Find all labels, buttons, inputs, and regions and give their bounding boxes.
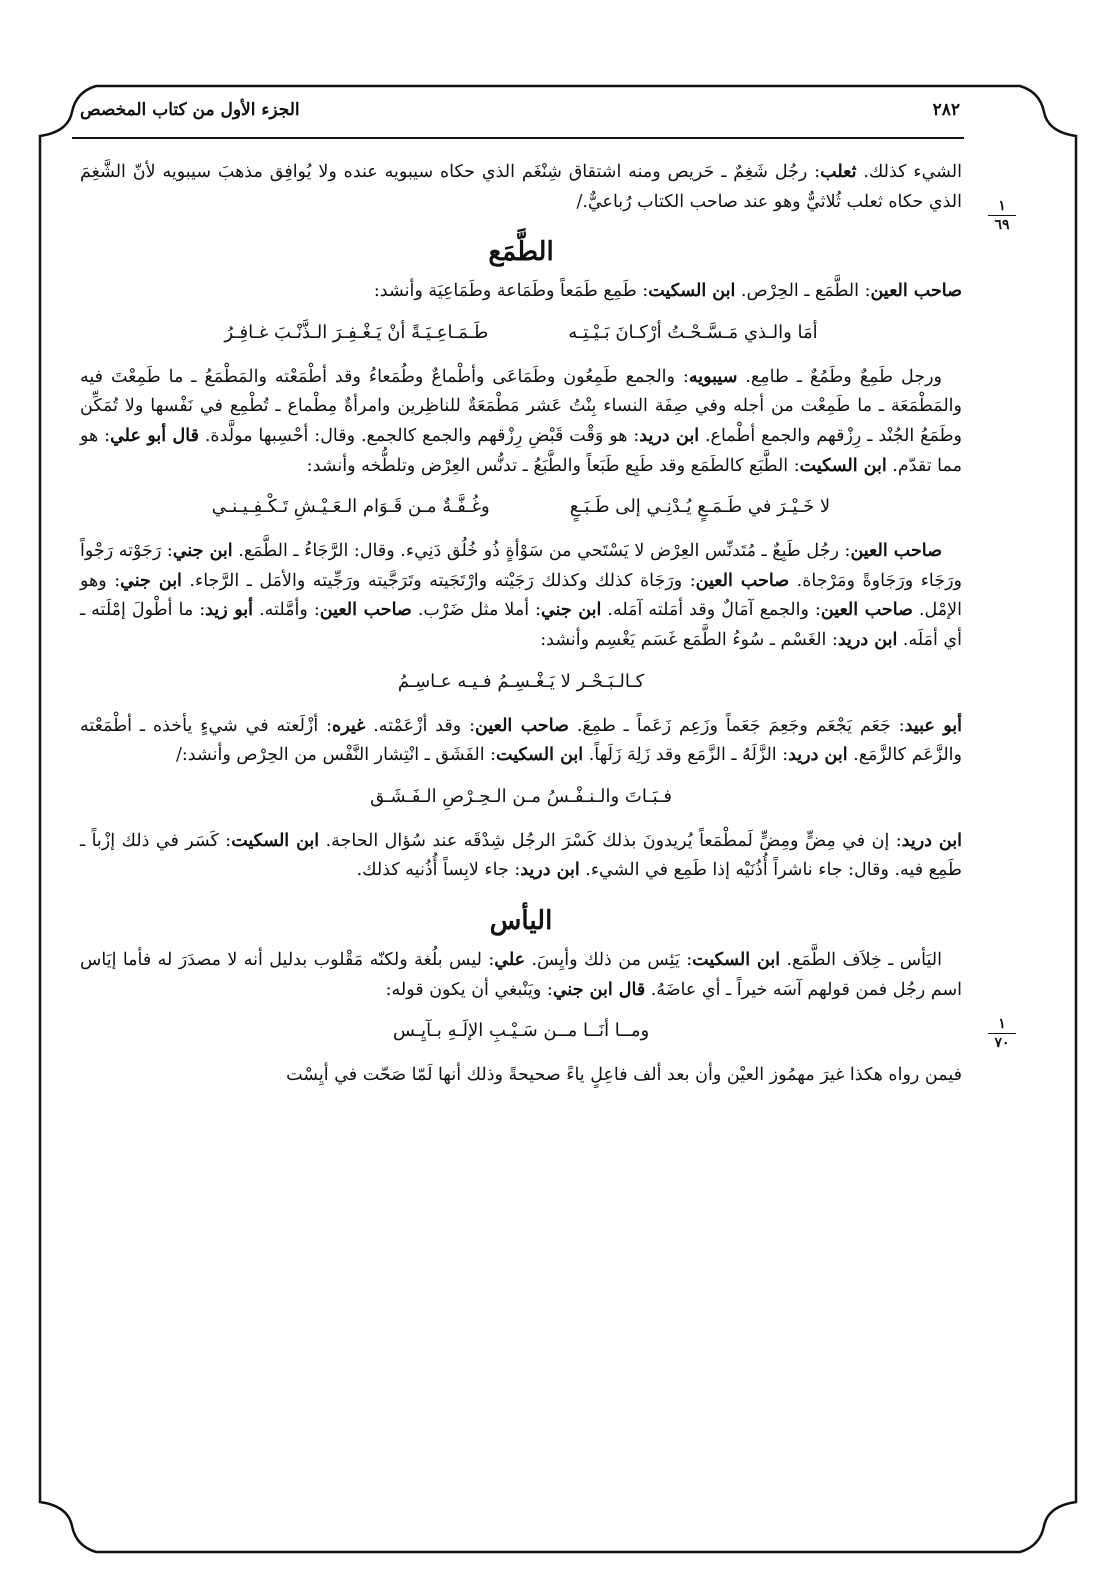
text-run: : الغَسْم ـ سُوءُ الطَّمَع غَسَم يَغْسِم وأنشد: bbox=[540, 629, 838, 650]
authority-name: قال أبو علي bbox=[110, 425, 199, 446]
book-title: الجزء الأول من كتاب المخصص bbox=[80, 100, 300, 120]
verse-line: ومــا أنَــا مــن سَـيْـبِ الإلَـهِ بـآيِـس bbox=[392, 1020, 650, 1042]
authority-name: علي bbox=[494, 949, 526, 970]
text-run: : رَجَوْته رَجْواً ورَجَاء ورَجَاوةً ومَرْجاة. bbox=[80, 541, 962, 591]
poetry-verse bbox=[80, 781, 962, 813]
verse-first-hemistich: لا خَـيْـرَ في طَـمَـعٍ يُـدْنِـي إلى طَـبَـعٍ bbox=[569, 496, 831, 518]
text-run: : الطَّبَع كالطَمَع وقد طَبِع طَبَعاً والطَّبَعُ ـ تدنُّس العِرْض وتلطُّخه وأنشد: bbox=[306, 455, 800, 476]
text-run: : إن في مِضٍّ ومِضٍّ لَمطْمَعاً يُريدونَ بذلك كَسْرَ الرجُل شِدْقَه عند سُؤال الحاجة. bbox=[319, 830, 902, 851]
authority-name: صاحب العين bbox=[870, 281, 962, 302]
poetry-verse bbox=[80, 317, 962, 349]
section-heading: اليأس bbox=[489, 905, 553, 936]
text-run: : أملا مثل ضَرْب. bbox=[411, 600, 542, 621]
authority-name: أبو عبيد bbox=[904, 715, 963, 736]
text-run: : وقد أزْعَمْته. bbox=[365, 715, 476, 736]
text-run: : جَعَم يَجْعَم وجَعِمَ جَعَماً وزَعِم زَعَماً ـ طمِعَ. bbox=[568, 715, 905, 736]
authority-name: ابن السكيت bbox=[692, 949, 781, 970]
page-body bbox=[80, 158, 962, 1097]
folio-bottom: ٧٠ bbox=[994, 1035, 1010, 1051]
text-run: الشيء كذلك. bbox=[856, 162, 962, 182]
authority-name: ابن دريد bbox=[788, 745, 848, 766]
text-run: : وأمَّلته. bbox=[253, 600, 320, 621]
paragraph bbox=[80, 537, 962, 655]
paragraph bbox=[80, 1061, 962, 1091]
authority-name: صاحب العين bbox=[319, 600, 412, 621]
paragraph bbox=[80, 363, 962, 481]
verse-second-hemistich: طَـمَـاعِـيَـةً أنْ يَـغْـفِـرَ الـذَّنْـبَ غـافِـرُ bbox=[224, 321, 489, 343]
section-heading: الطَّمَع bbox=[488, 237, 554, 268]
text-run: : والجمع طَمِعُون وطَمَاعَى وأطْماعٌ وطُمَعاءُ وقد أطْمَعْته والمَطْمَعُ ـ ما طَمِعْتَ فيه والمَطْمَعَة ـ ما طَمِعْت من أجله وفي صِفَة النساء بِنْتُ عَشر مَطْمَعَةٌ للناظِرين وامرأةٌ مِطْماع ـ تُطْمِع في نَفْسها ولا تُمَكِّن وطَمَعُ الجُنْد ـ رِزْقهم والجمع أطْماع. bbox=[80, 366, 962, 446]
verse-line: كـالـبَـحْـر لا يَـغْـسِـمُ فـيـه عـاسِـمُ bbox=[397, 670, 645, 692]
text-run: ورجل طَمِعٌ وطَمُعٌ ـ طامِع. bbox=[737, 366, 942, 387]
text-run: : أزْلَعته في شيءٍ يأخذه ـ أطْمَعْته والزَّعَم كالزَّمَع. bbox=[80, 715, 962, 766]
poetry-verse bbox=[80, 666, 962, 698]
folio-bottom: ٦٩ bbox=[994, 217, 1010, 233]
authority-name: ابن دريد bbox=[520, 860, 580, 881]
authority-name: ابن السكيت bbox=[496, 745, 584, 766]
poetry-verse bbox=[80, 491, 962, 523]
text-run: : وهو الإمْل. bbox=[80, 570, 962, 621]
folio-divider bbox=[988, 215, 1016, 216]
authority-name: ابن دريد bbox=[837, 629, 898, 650]
authority-name: صاحب العين bbox=[695, 570, 790, 591]
margin-folio-note bbox=[982, 198, 1022, 233]
header-rule bbox=[72, 137, 964, 139]
text-run: : ويَنْبغي أن يكون قوله: bbox=[385, 979, 553, 1000]
text-run: : رجُل طَبِعٌ ـ مُتَدنِّس العِرْض لا يَسْتَحي من سَوْأةٍ ذُو خُلُق دَنِيء. وقال: الرَّجَاءُ ـ الطَّمَع. bbox=[232, 541, 851, 562]
authority-name: غيره bbox=[332, 715, 366, 736]
text-run: : طَمِع طَمَعاً وطَمَاعة وطَمَاعِيَة وأنشد: bbox=[373, 281, 649, 302]
folio-top: ١ bbox=[998, 1016, 1006, 1032]
text-run: اليَأس ـ خِلاَف الطَّمَع. bbox=[780, 949, 942, 970]
text-run: : هو وَقْت قَبْضِ رِزْقهم والجمع كالجمع. وقال: أحْسِبها مولَّدة. bbox=[198, 425, 640, 446]
text-run: فيمن رواه هكذا غيرَ مهمُوز العيْن وأن بعد ألف فاعِلٍ ياءً صحيحةً وذلك أنها لَمّا صَحّت في أيِسْت bbox=[286, 1065, 962, 1086]
text-run: : الفَشَق ـ انْتِشار النَّفْس من الحِرْص وأنشد:/ bbox=[176, 745, 497, 766]
text-run: : ليس بلُغة ولكنّه مَقْلوب بدليل أنه لا مصدَرَ له فأما إيَاس اسم رجُل فمن قولهم آسَه خيراً ـ أي عاضَهُ. bbox=[80, 949, 962, 1000]
authority-name: صاحب العين bbox=[820, 600, 913, 621]
paragraph bbox=[80, 946, 962, 1005]
folio-top: ١ bbox=[998, 198, 1006, 214]
authority-name: ابن جني bbox=[541, 600, 602, 621]
text-run: : ورَجَاة كذلك وكذلك رَجَيْته وارْتَجَيته وتَرَجَّيته ورَجِّيته والأمَل ـ الرَّجاء. bbox=[181, 570, 696, 591]
text-run: : والجمع آمَالٌ وقد أمَلته آمَله. bbox=[601, 600, 821, 621]
paragraph bbox=[80, 277, 962, 307]
text-run: : كَسَر في ذلك إزْباً ـ طَمِع فيه. وقال: جاء ناشراً أُذُنَيْه إذا طَمِع في الشيء. bbox=[80, 830, 962, 881]
text-run: : يَئِس من ذلك وأيِسَ. bbox=[525, 949, 693, 970]
paragraph bbox=[80, 158, 962, 217]
paragraph bbox=[80, 712, 962, 771]
authority-name: صاحب العين bbox=[850, 541, 942, 562]
authority-name: ابن دريد bbox=[901, 830, 962, 851]
authority-name: سيبويه bbox=[688, 366, 738, 387]
authority-name: ابن جني bbox=[120, 570, 182, 591]
folio-divider bbox=[988, 1033, 1016, 1034]
verse-line: فـبَـاتَ والـنـفْـسُ مـن الـحِـرْصِ الـفَـشَـق bbox=[370, 785, 672, 807]
authority-name: قال ابن جني bbox=[552, 979, 646, 1000]
text-run: : الزَّلَهُ ـ الزَّمَع وقد زَلِهَ زَلَهاً. bbox=[583, 745, 789, 766]
page-header bbox=[80, 95, 960, 125]
authority-name: ابن دريد bbox=[639, 425, 700, 446]
authority-name: صاحب العين bbox=[475, 715, 569, 736]
authority-name: ابن السكيت bbox=[231, 830, 320, 851]
authority-name: ثعلب bbox=[820, 162, 857, 182]
text-run: : رجُل شَغِمٌ ـ حَريص ومنه اشتقاق شِنْغَم الذي حكاه سيبويه عنده ولا يُوافِق مذهبَ سيبويه لأنّ الشَّغِمَ الذي حكاه ثعلب ثُلاثيٌّ وهو عند صاحب الكتاب رُباعيٌّ./ bbox=[80, 162, 962, 212]
paragraph bbox=[80, 827, 962, 886]
text-run: : جاء لابِساً أُذُنيه كذلك. bbox=[356, 860, 521, 881]
verse-second-hemistich: وغُـفَّـةٌ مـن قَـوَام الـعَـيْـشِ تَـكْـفِـيـنـي bbox=[211, 496, 490, 518]
page-number: ٢٨٢ bbox=[932, 100, 960, 120]
authority-name: ابن السكيت bbox=[799, 455, 887, 476]
poetry-verse bbox=[80, 1015, 962, 1047]
margin-folio-note bbox=[982, 1016, 1022, 1051]
verse-first-hemistich: أمَا والـذي مَـسَّـحْـتُ أرْكـانَ بَـيْـتِـه bbox=[568, 321, 818, 343]
authority-name: ابن السكيت bbox=[648, 281, 736, 302]
authority-name: أبو زيد bbox=[205, 600, 254, 621]
text-run: : ما أطْولَ إمْلَته ـ أي أمَلَه. bbox=[80, 600, 962, 650]
text-run: : هو مما تقدّم. bbox=[80, 425, 962, 476]
text-run: : الطَّمَع ـ الحِرْص. bbox=[735, 281, 871, 302]
authority-name: ابن جني bbox=[172, 541, 233, 562]
